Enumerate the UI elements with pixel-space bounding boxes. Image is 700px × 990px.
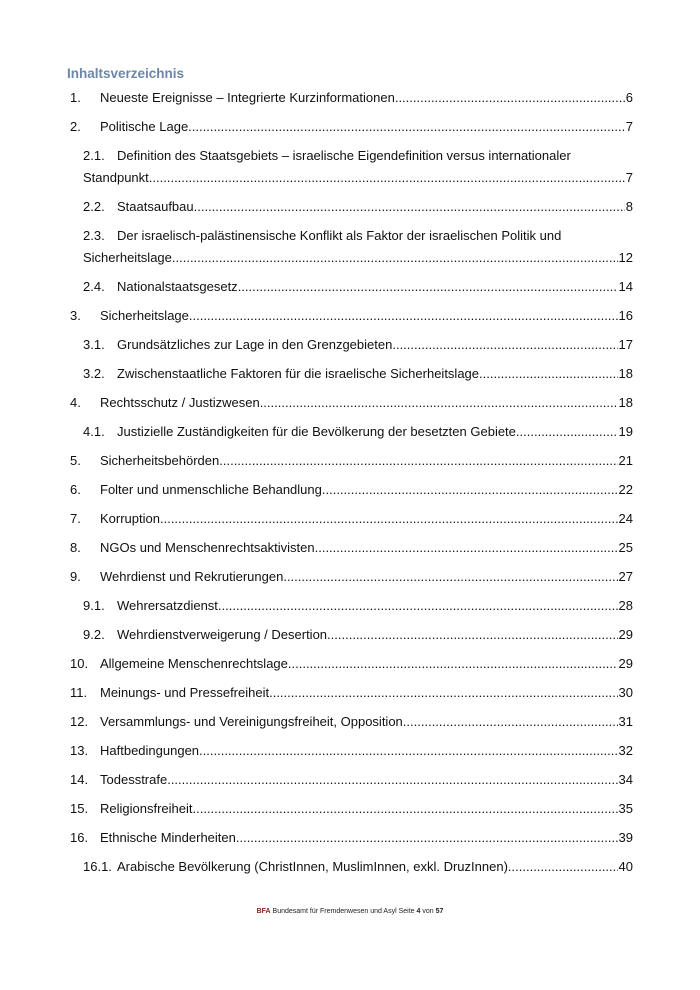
toc-heading: Inhaltsverzeichnis <box>67 66 185 81</box>
toc-entry-title: Folter und unmenschliche Behandlung <box>100 482 322 497</box>
toc-entry-page: 18 <box>618 395 633 410</box>
toc-entry-page: 34 <box>618 772 633 787</box>
footer-text: Bundesamt für Fremdenwesen und Asyl Seite <box>272 908 415 915</box>
toc-entry-page: 18 <box>618 366 633 381</box>
toc-entry-title: Haftbedingungen <box>100 743 200 758</box>
toc-entry[interactable] <box>0 598 633 614</box>
toc-entry-title: Wehrdienstverweigerung / Desertion <box>117 627 328 642</box>
toc-entry-number: 2.1. <box>83 148 105 163</box>
toc-entry-number: 2. <box>70 119 81 134</box>
toc-entry-title: Zwischenstaatliche Faktoren für die israelische Sicherheitslage <box>117 366 480 381</box>
toc-entry-number: 2.2. <box>83 199 105 214</box>
toc-entry[interactable] <box>0 627 633 643</box>
toc-entry-page: 28 <box>618 598 633 613</box>
toc-entry-title: Korruption <box>100 511 160 526</box>
toc-entry-page: 16 <box>618 308 633 323</box>
toc-entry-title: Ethnische Minderheiten <box>100 830 236 845</box>
dot-leader <box>283 569 617 585</box>
toc-entry-number: 11. <box>70 685 88 700</box>
toc-entry-title-line1: Der israelisch-palästinensische Konflikt als Faktor der israelischen Politik und <box>117 228 562 243</box>
toc-entry-title: Politische Lage <box>100 119 189 134</box>
toc-entry-number: 16. <box>70 830 89 845</box>
toc-entry-title: Versammlungs- und Vereinigungsfreiheit, Opposition <box>100 714 403 729</box>
toc-entry[interactable] <box>0 772 633 788</box>
toc-entry-number: 3.1. <box>83 337 105 352</box>
dot-leader <box>288 656 618 672</box>
toc-entry-title: Rechtsschutz / Justizwesen <box>100 395 260 410</box>
toc-entry[interactable] <box>0 308 633 324</box>
dot-leader <box>160 511 618 527</box>
toc-entry-title: Nationalstaatsgesetz <box>117 279 238 294</box>
dot-leader <box>149 170 625 186</box>
toc-entry-title: Staatsaufbau <box>117 199 194 214</box>
toc-entry-page: 25 <box>618 540 633 555</box>
footer-total: 57 <box>435 908 444 915</box>
toc-entry-page: 17 <box>618 337 633 352</box>
toc-entry-page: 6 <box>625 90 633 105</box>
toc-entry[interactable] <box>0 424 633 440</box>
dot-leader <box>516 424 618 440</box>
toc-entry-title: Grundsätzliches zur Lage in den Grenzgebieten <box>117 337 393 352</box>
dot-leader <box>236 830 618 846</box>
toc-entry-title: Allgemeine Menschenrechtslage <box>100 656 288 671</box>
toc-entry-number: 9. <box>70 569 81 584</box>
dot-leader <box>199 743 618 759</box>
dot-leader <box>194 199 625 215</box>
toc-entry-number: 9.2. <box>83 627 105 642</box>
footer-page: 4 <box>416 908 421 915</box>
dot-leader <box>238 279 618 295</box>
toc-entry[interactable] <box>0 540 633 556</box>
toc-entry-number: 4.1. <box>83 424 105 439</box>
toc-entry-first-line[interactable] <box>0 148 633 164</box>
toc-entry-number: 13. <box>70 743 89 758</box>
dot-leader <box>327 627 618 643</box>
toc-entry[interactable] <box>0 801 633 817</box>
toc-entry-title: Neueste Ereignisse – Integrierte Kurzinformationen <box>100 90 395 105</box>
toc-entry-page: 19 <box>618 424 633 439</box>
toc-entry-title: Religionsfreiheit <box>100 801 193 816</box>
toc-entry[interactable] <box>0 830 633 846</box>
toc-entry[interactable] <box>0 250 633 266</box>
dot-leader <box>392 337 617 353</box>
toc-entry-page: 7 <box>625 170 633 185</box>
toc-entry-page: 29 <box>618 627 633 642</box>
toc-entry[interactable] <box>0 685 633 701</box>
toc-entry[interactable] <box>0 170 633 186</box>
toc-entry-title: Standpunkt <box>83 170 149 185</box>
toc-entry-title: Arabische Bevölkerung (ChristInnen, MuslimInnen, exkl. DruzInnen) <box>117 859 508 874</box>
footer-of: von <box>422 908 434 915</box>
dot-leader <box>193 801 618 817</box>
toc-entry[interactable] <box>0 714 633 730</box>
toc-entry[interactable] <box>0 337 633 353</box>
toc-entry-page: 27 <box>618 569 633 584</box>
toc-entry-page: 31 <box>618 714 633 729</box>
toc-entry-number: 9.1. <box>83 598 105 613</box>
toc-entry[interactable] <box>0 511 633 527</box>
toc-entry-number: 12. <box>70 714 89 729</box>
toc-entry[interactable] <box>0 119 633 135</box>
toc-entry[interactable] <box>0 453 633 469</box>
dot-leader <box>218 598 618 614</box>
dot-leader <box>167 772 617 788</box>
dot-leader <box>479 366 618 382</box>
toc-entry-number: 7. <box>70 511 81 526</box>
toc-entry-first-line[interactable] <box>0 228 633 244</box>
dot-leader <box>172 250 618 266</box>
toc-entry-page: 7 <box>625 119 633 134</box>
dot-leader <box>189 308 618 324</box>
bfa-logo: BFA <box>256 908 271 915</box>
toc-entry-title-line1: Definition des Staatsgebiets – israelische Eigendefinition versus internationaler <box>117 148 571 163</box>
toc-entry-number: 3.2. <box>83 366 105 381</box>
toc-entry-number: 2.3. <box>83 228 105 243</box>
toc-entry[interactable] <box>0 90 633 106</box>
page-footer <box>0 908 700 915</box>
toc-entry[interactable] <box>0 743 633 759</box>
toc-entry-number: 10. <box>70 656 89 671</box>
toc-entry-number: 14. <box>70 772 89 787</box>
toc-entry-number: 8. <box>70 540 81 555</box>
toc-entry-page: 8 <box>625 199 633 214</box>
dot-leader <box>260 395 618 411</box>
toc-entry-number: 3. <box>70 308 81 323</box>
dot-leader <box>403 714 618 730</box>
dot-leader <box>322 482 618 498</box>
toc-entry-title: Todesstrafe <box>100 772 168 787</box>
toc-entry-title: Wehrdienst und Rekrutierungen <box>100 569 284 584</box>
dot-leader <box>269 685 617 701</box>
toc-entry-number: 1. <box>70 90 81 105</box>
toc-entry-title: Sicherheitsbehörden <box>100 453 220 468</box>
dot-leader <box>188 119 625 135</box>
dot-leader <box>219 453 617 469</box>
dot-leader <box>315 540 618 556</box>
toc-entry-page: 14 <box>618 279 633 294</box>
toc-entry[interactable] <box>0 199 633 215</box>
toc-entry-page: 24 <box>618 511 633 526</box>
toc-entry-title: Wehrersatzdienst <box>117 598 218 613</box>
toc-entry-page: 29 <box>618 656 633 671</box>
toc-entry-number: 16.1. <box>83 859 112 874</box>
toc-entry-page: 35 <box>618 801 633 816</box>
toc-entry-page: 32 <box>618 743 633 758</box>
toc-entry[interactable] <box>0 395 633 411</box>
toc-entry-number: 2.4. <box>83 279 105 294</box>
toc-entry-title: Justizielle Zuständigkeiten für die Bevölkerung der besetzten Gebiete <box>117 424 516 439</box>
toc-entry-number: 4. <box>70 395 81 410</box>
toc-entry-page: 22 <box>618 482 633 497</box>
toc-entry[interactable] <box>0 569 633 585</box>
toc-entry-page: 21 <box>618 453 633 468</box>
toc-entry-number: 5. <box>70 453 81 468</box>
toc-entry-page: 12 <box>618 250 633 265</box>
toc-entry-number: 6. <box>70 482 81 497</box>
toc-entry[interactable] <box>0 656 633 672</box>
toc-entry-title: Meinungs- und Pressefreiheit <box>100 685 270 700</box>
toc-entry[interactable] <box>0 279 633 295</box>
toc-entry-page: 39 <box>618 830 633 845</box>
toc-entry-title: NGOs und Menschenrechtsaktivisten <box>100 540 315 555</box>
dot-leader <box>508 859 618 875</box>
toc-entry[interactable] <box>0 859 633 875</box>
toc-entry-page: 40 <box>618 859 633 874</box>
toc-entry[interactable] <box>0 366 633 382</box>
toc-entry-title: Sicherheitslage <box>100 308 189 323</box>
toc-entry-page: 30 <box>618 685 633 700</box>
toc-entry-number: 15. <box>70 801 89 816</box>
dot-leader <box>395 90 625 106</box>
toc-entry-title: Sicherheitslage <box>83 250 172 265</box>
toc-entry[interactable] <box>0 482 633 498</box>
